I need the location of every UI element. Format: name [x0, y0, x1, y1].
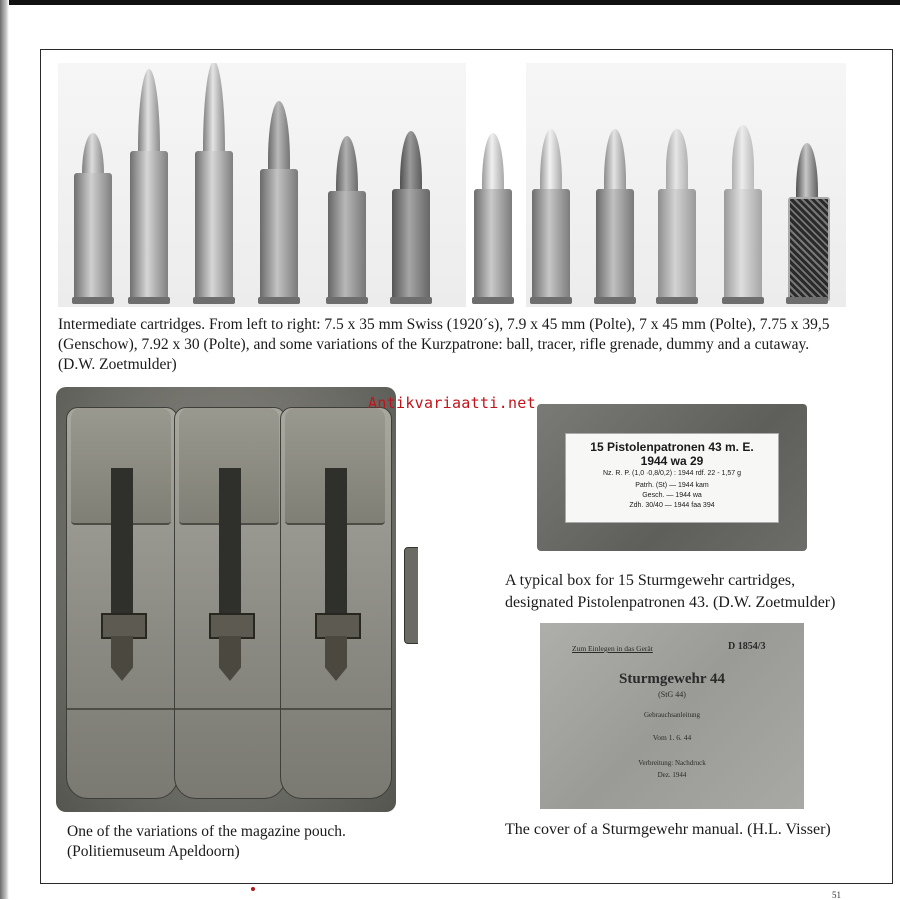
cartridge-kurz-ball: [392, 131, 430, 301]
box-label-line6: Zdh. 30/40 — 1944 faa 394: [629, 502, 715, 509]
cartridge-polte-7x45: [195, 63, 233, 301]
pouch-side-pocket: [404, 547, 418, 644]
manual-cover-photo: [540, 623, 804, 809]
magazine-pouch-photo: [46, 387, 418, 812]
cartridges-caption: Intermediate cartridges. From left to right: 7.5 x 35 mm Swiss (1920´s), 7.9 x 45 mm (Polte), 7 x 45 mm (Polte), 7.75 x 39,5 (Genschow), 7.92 x 30 (Polte), and some variations of the Kurzpatrone: ball, tracer, rifle grenade, dummy and a cutaway. (D.W. Zoetmulder): [58, 316, 830, 373]
cartridge-polte-7-92x30: [328, 136, 366, 301]
box-label-line5: Gesch. — 1944 wa: [642, 492, 702, 499]
book-spine-shadow: [0, 0, 9, 899]
manual-line4: Vom 1. 6. 44: [652, 733, 692, 742]
pouch-caption-line1: One of the variations of the magazine pouch.: [67, 823, 346, 840]
pouch-caption: [67, 822, 387, 862]
pouch-pocket: [66, 407, 178, 799]
box-caption-line1: A typical box for 15 Sturmgewehr cartridges,: [505, 572, 796, 589]
cartridge-kurz-dummy: [658, 129, 696, 301]
box-label-line1: 15 Pistolenpatronen 43 m. E.: [590, 440, 754, 454]
watermark-text: Antikvariaatti.net: [368, 394, 536, 412]
cartridge-kurz-rifle-grenade: [596, 129, 634, 301]
cartridge-kurz-dummy-2: [724, 125, 762, 301]
cartridge-kurz-cutaway: [788, 143, 826, 301]
cartridge-box-photo: [537, 404, 807, 551]
cartridge-swiss-7-5x35: [74, 133, 112, 301]
manual-line5: Verbreitung: Nachdruck: [638, 759, 706, 767]
box-label-line4: Patrh. (St) — 1944 kam: [635, 482, 709, 489]
manual-subtitle: (StG 44): [658, 690, 686, 699]
box-caption: [505, 570, 865, 614]
box-label-line3: Nz. R. P. (1,0 ·0,8/0,2) : 1944 rdf. 22 - 1,57 g: [602, 470, 741, 477]
manual-title: Sturmgewehr 44: [619, 671, 725, 687]
top-edge-bar: [0, 0, 900, 5]
cartridges-photo: [58, 63, 846, 307]
cartridge-kurz-tracer: [532, 129, 570, 301]
manual-line6: Dez. 1944: [657, 771, 687, 779]
cartridge-kurz-ball-2: [474, 133, 512, 301]
cartridge-genschow-7-75x39: [260, 101, 298, 301]
manual-line3: Gebrauchsanleitung: [644, 711, 700, 719]
box-label: [565, 433, 779, 523]
cartridge-polte-7-9x45: [130, 69, 168, 301]
pouch-pocket: [280, 407, 392, 799]
pouch-pocket: [174, 407, 286, 799]
box-label-line2: 1944 wa 29: [640, 454, 704, 468]
manual-header-left: Zum Einlegen in das Gerät: [572, 644, 653, 653]
manual-header-right: D 1854/3: [728, 641, 766, 652]
box-caption-line2: designated Pistolenpatronen 43. (D.W. Zoetmulder): [505, 594, 836, 611]
manual-caption: The cover of a Sturmgewehr manual. (H.L. Visser): [505, 821, 831, 838]
red-dot-mark: [251, 887, 255, 891]
page-number: 51: [832, 890, 841, 900]
pouch-caption-line2: (Politiemuseum Apeldoorn): [67, 843, 240, 860]
